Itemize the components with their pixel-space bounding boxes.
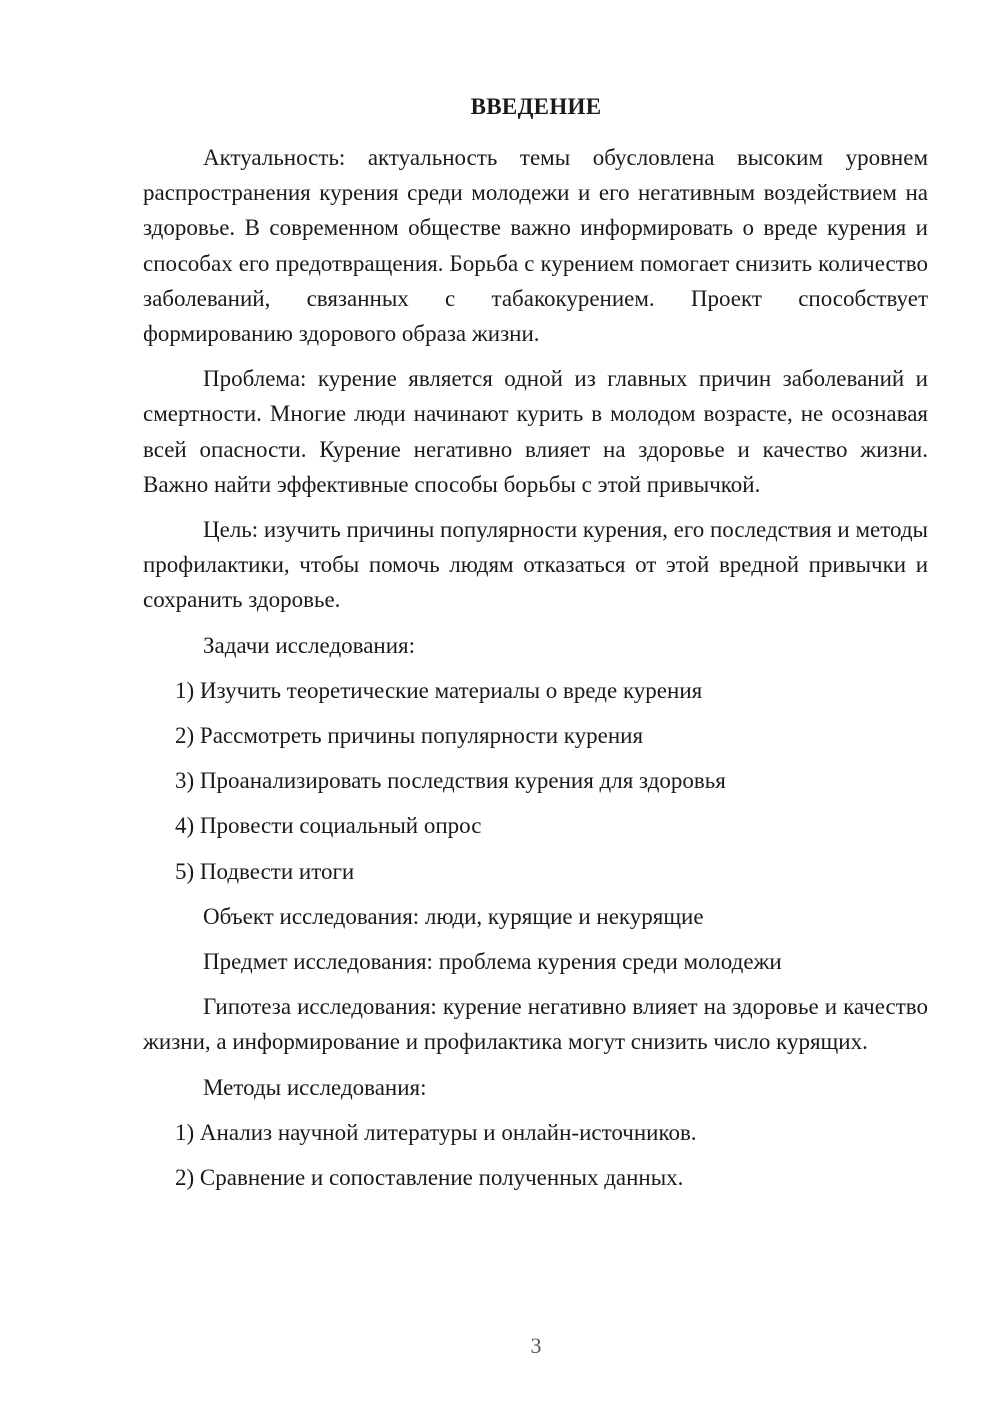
- problem-paragraph: Проблема: курение является одной из главных причин заболеваний и смертности. Многие люди начинают курить в молодом возрасте, не осознавая всей опасности. Курение негативно влияет на здоровье и качество жизни. Важно найти эффективные способы борьбы с этой привычкой.: [143, 366, 928, 497]
- task-item-3: 3) Проанализировать последствия курения для здоровья: [175, 768, 726, 794]
- page-title: ВВЕДЕНИЕ: [470, 94, 602, 119]
- goal-paragraph: Цель: изучить причины популярности курения, его последствия и методы профилактики, чтобы помочь людям отказаться от этой вредной привычки и сохранить здоровье.: [143, 517, 928, 613]
- task-item-5: 5) Подвести итоги: [175, 858, 355, 884]
- hypothesis-paragraph: Гипотеза исследования: курение негативно влияет на здоровье и качество жизни, а информирование и профилактика могут снизить число курящих.: [143, 994, 928, 1055]
- method-item-2: 2) Сравнение и сопоставление полученных данных.: [175, 1165, 684, 1191]
- page-number: 3: [530, 1333, 542, 1358]
- task-item-1: 1) Изучить теоретические материалы о вреде курения: [175, 677, 703, 703]
- document-body: [143, 140, 928, 1195]
- research-object: Объект исследования: люди, курящие и некурящие: [203, 903, 704, 929]
- relevance-paragraph: Актуальность: актуальность темы обусловлена высоким уровнем распространения курения среди молодежи и его негативным воздействием на здоровье. В современном обществе важно информировать о вреде курения и способах его предотвращения. Борьба с курением помогает снизить количество заболеваний, связанных с табакокурением. Проект способствует формированию здорового образа жизни.: [143, 145, 928, 347]
- methods-heading: Методы исследования:: [203, 1074, 427, 1100]
- method-item-1: 1) Анализ научной литературы и онлайн-источников.: [175, 1119, 697, 1145]
- task-item-2: 2) Рассмотреть причины популярности курения: [175, 723, 644, 749]
- research-subject: Предмет исследования: проблема курения среди молодежи: [203, 949, 782, 975]
- tasks-heading: Задачи исследования:: [203, 632, 416, 658]
- task-item-4: 4) Провести социальный опрос: [175, 813, 482, 839]
